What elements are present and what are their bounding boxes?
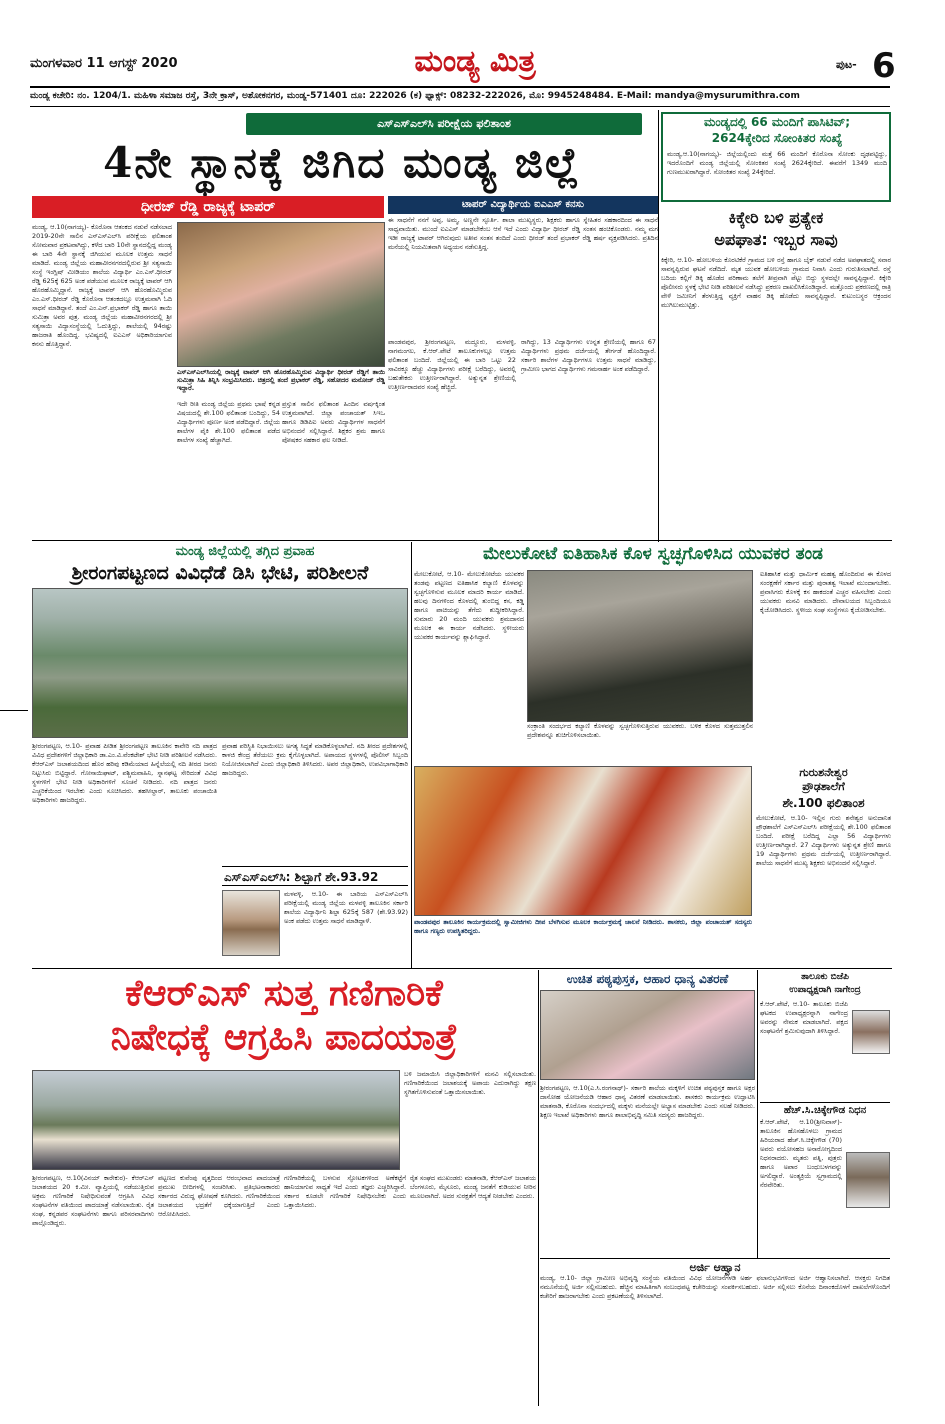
lead-article-col4: ಪಾಂಡವಪುರ, ಶ್ರೀರಂಗಪಟ್ಟಣ, ಮದ್ದೂರು, ಮಳವಳ್ಳಿ, ನಾಗಮಂಗಲ, ಕೆ.ಆರ್.ಪೇಟೆ ತಾಲೂಕುಗಳಲ್ಲೂ ಉತ್ತಮ ಫಲಿತಾಂಶ ಬಂದಿದೆ. ಜಿಲ್ಲೆಯಲ್ಲಿ ಈ ಬಾರಿ ಒಟ್ಟು 22 ಸಾವಿರಕ್ಕೂ ಹೆಚ್ಚು ವಿದ್ಯಾರ್ಥಿಗಳು ಪರೀಕ್ಷೆ ಬರೆದಿದ್ದು, ಅವರಲ್ಲಿ ಬಹುತೇಕರು ಉತ್ತೀರ್ಣರಾಗಿದ್ದಾರೆ. ಅತ್ಯುನ್ನತ ಶ್ರೇಣಿಯಲ್ಲಿ ಉತ್ತೀರ್ಣರಾದವರ ಸಂಖ್ಯೆ ಹೆಚ್ಚಿದೆ.	[388, 338, 516, 391]
column-divider	[411, 542, 412, 968]
page-number: 6	[872, 46, 896, 86]
application-notice-headline: ಅರ್ಜಿ ಆಹ್ವಾನ	[540, 1258, 890, 1275]
application-notice-article: ಮಂಡ್ಯ, ಆ.10- ಜಿಲ್ಲಾ ಗ್ರಾಮೀಣ ಅಭಿವೃದ್ಧಿ ಸಂಸ್ಥೆಯ ವತಿಯಿಂದ ವಿವಿಧ ಯೋಜನೆಗಳಡಿ ಅರ್ಹ ಫಲಾನುಭವಿಗಳಿಂದ ಅರ್ಜಿ ಆಹ್ವಾನಿಸಲಾಗಿದೆ. ಆಸಕ್ತರು ನಿಗದಿತ ನಮೂನೆಯಲ್ಲಿ ಅರ್ಜಿ ಸಲ್ಲಿಸಬಹುದು. ಹೆಚ್ಚಿನ ಮಾಹಿತಿಗಾಗಿ ಸಂಬಂಧಪಟ್ಟ ಕಚೇರಿಯನ್ನು ಸಂಪರ್ಕಿಸಬಹುದು. ಅರ್ಜಿ ಸಲ್ಲಿಸಲು ಕೊನೆಯ ದಿನಾಂಕದೊಳಗೆ ದಾಖಲೆಗಳೊಂದಿಗೆ ಕಚೇರಿಗೆ ಹಾಜರಾಗಬೇಕು ಎಂದು ಪ್ರಕಟಣೆಯಲ್ಲಿ ತಿಳಿಸಲಾಗಿದೆ.	[540, 1274, 890, 1300]
covid-headline-2: 2624ಕ್ಕೇರಿದ ಸೋಂಕಿತರ ಸಂಖ್ಯೆ	[711, 131, 843, 145]
lead-kicker: ಎಸ್‌ಎಸ್‌ಎಲ್‌ಸಿ ಪರೀಕ್ಷೆಯ ಫಲಿತಾಂಶ	[246, 113, 642, 135]
book-distribution-photo	[540, 990, 755, 1080]
lead-article-col3: ಪ್ರಸ್ತುತ ಸಾಲಿನ ಫಲಿತಾಂಶ ಹಿಂದಿನ ವರ್ಷಕ್ಕಿಂತ ಉತ್ತಮವಾಗಿದೆ. ಜಿಲ್ಲಾ ಪಂಚಾಯತ್ ಸಿಇಒ ಹಾಗೂ ಡಿಡಿಪಿಐ ಅವರು ವಿದ್ಯಾರ್ಥಿಗಳ ಸಾಧನೆಗೆ ಅಭಿನಂದನೆ ಸಲ್ಲಿಸಿದ್ದಾರೆ. ಶಿಕ್ಷಕರ ಶ್ರಮ ಹಾಗೂ ಪೋಷಕರ ಸಹಕಾರ ಫಲ ನೀಡಿದೆ.	[282, 400, 385, 444]
kalyani-pond-photo	[527, 570, 753, 722]
flood-headline: ಶ್ರೀರಂಗಪಟ್ಟಣದ ವಿವಿಧೆಡೆ ಡಿಸಿ ಭೇಟಿ, ಪರಿಶೀಲನೆ	[71, 562, 369, 584]
lead-article-col5: ರಾಗಿದ್ದು, 13 ವಿದ್ಯಾರ್ಥಿಗಳು ಉನ್ನತ ಶ್ರೇಣಿಯಲ್ಲಿ ಹಾಗೂ 67 ವಿದ್ಯಾರ್ಥಿಗಳು ಪ್ರಥಮ ದರ್ಜೆಯಲ್ಲಿ ತೇರ್ಗಡೆ ಹೊಂದಿದ್ದಾರೆ. ಸರ್ಕಾರಿ ಶಾಲೆಗಳ ವಿದ್ಯಾರ್ಥಿಗಳೂ ಉತ್ತಮ ಸಾಧನೆ ಮಾಡಿದ್ದು, ಗ್ರಾಮೀಣ ಭಾಗದ ವಿದ್ಯಾರ್ಥಿಗಳು ಗಮನಾರ್ಹ ಅಂಕ ಪಡೆದಿದ್ದಾರೆ.	[521, 338, 656, 373]
melukote-photo-caption: ಸಂಕ್ರಾಂತಿ ಸಂದರ್ಭದ ಕಲ್ಯಾಣಿ ಕೊಳವನ್ನು ಸ್ವಚ್ಛಗೊಳಿಸುತ್ತಿರುವ ಯುವಕರು. ಬಳಿಕ ಕೊಳದ ಸುತ್ತಮುತ್ತಲಿನ ಪ್ರದೇಶವನ್ನೂ ಶುಚಿಗೊಳಿಸಲಾಯಿತು.	[527, 722, 753, 739]
flood-kicker: ಮಂಡ್ಯ ಜಿಲ್ಲೆಯಲ್ಲಿ ತಗ್ಗಿದ ಪ್ರವಾಹ	[175, 544, 315, 559]
sslc-shilpa-article: ಮಳವಳ್ಳಿ, ಆ.10- ಈ ಬಾರಿಯ ಎಸ್‌ಎಸ್‌ಎಲ್‌ಸಿ ಪರೀಕ್ಷೆಯಲ್ಲಿ ಮಂಡ್ಯ ಜಿಲ್ಲೆಯ ಮಳವಳ್ಳಿ ತಾಲೂಕಿನ ಸರ್ಕಾರಿ ಶಾಲೆಯ ವಿದ್ಯಾರ್ಥಿನಿ ಶಿಲ್ಪಾ 625ಕ್ಕೆ 587 (ಶೇ.93.92) ಅಂಕ ಪಡೆದು ಉತ್ತಮ ಸಾಧನೆ ಮಾಡಿದ್ದಾಳೆ.	[284, 890, 408, 925]
masthead-rule	[30, 86, 890, 88]
covid-headline-1: ಮಂಡ್ಯದಲ್ಲಿ 66 ಮಂದಿಗೆ ಪಾಸಿಟಿವ್;	[703, 115, 851, 129]
masthead-rule-bottom	[30, 106, 890, 107]
melukote-article-col2: ಐತಿಹಾಸಿಕ ಮತ್ತು ಧಾರ್ಮಿಕ ಮಹತ್ವ ಹೊಂದಿರುವ ಈ ಕೊಳದ ಸಂರಕ್ಷಣೆಗೆ ಸರ್ಕಾರ ಮತ್ತು ಪುರಾತತ್ವ ಇಲಾಖೆ ಮುಂದಾಗಬೇಕು. ಪ್ರವಾಸಿಗರು ಕೊಳಕ್ಕೆ ಕಸ ಹಾಕದಂತೆ ಎಚ್ಚರ ವಹಿಸಬೇಕು ಎಂದು ಯುವಕರು ಮನವಿ ಮಾಡಿದರು. ದೇವಾಲಯದ ಸಿಬ್ಬಂದಿಯೂ ಕೈಜೋಡಿಸಿದರು. ಸ್ಥಳೀಯ ಸಂಘ ಸಂಸ್ಥೆಗಳೂ ಕೈಜೋಡಿಸಬೇಕು.	[760, 570, 891, 614]
event-photo-caption: ಪಾಂಡವಪುರ ತಾಲೂಕಿನ ಕಾರ್ಯಕ್ರಮದಲ್ಲಿ ಸ್ವಾಮೀಜಿಗಳು ದೀಪ ಬೆಳಗಿಸುವ ಮೂಲಕ ಕಾರ್ಯಕ್ರಮಕ್ಕೆ ಚಾಲನೆ ನೀಡಿದರು. ಶಾಸಕರು, ಜಿಲ್ಲಾ ಪಂಚಾಯತ್ ಸದಸ್ಯರು ಹಾಗೂ ಗಣ್ಯರು ಉಪಸ್ಥಿತರಿದ್ದರು.	[414, 918, 752, 935]
topper-photo-caption: ಎಸ್‌ಎಸ್‌ಎಲ್‌ಸಿಯಲ್ಲಿ ರಾಜ್ಯಕ್ಕೆ ಟಾಪರ್ ಆಗಿ ಹೊರಹೊಮ್ಮಿರುವ ವಿದ್ಯಾರ್ಥಿ ಧೀರಜ್ ರೆಡ್ಡಿಗೆ ತಾಯಿ ಸುಮಿತ್ರಾ ಸಿಹಿ ತಿನ್ನಿಸಿ ಸಂಭ್ರಮಿಸಿದರು. ಚಿತ್ರದಲ್ಲಿ ತಂದೆ ಪ್ರಭಾಕರ್ ರೆಡ್ಡಿ, ಸಹೋದರ ಮನೋಜ್ ರೆಡ್ಡಿ ಇದ್ದಾರೆ.	[177, 368, 385, 392]
lead-article-col2: ಇದೇ ರೀತಿ ಮಂಡ್ಯ ಜಿಲ್ಲೆಯ ಪ್ರಥಮ ಭಾಷೆ ಕನ್ನಡ ವಿಷಯದಲ್ಲಿ ಶೇ.100 ಫಲಿತಾಂಶ ಬಂದಿದ್ದು, 54 ವಿದ್ಯಾರ್ಥಿಗಳು ಪೂರ್ಣ ಅಂಕ ಪಡೆದಿದ್ದಾರೆ. ಜಿಲ್ಲೆಯ ಶಾಲೆಗಳ ಪೈಕಿ ಶೇ.100 ಫಲಿತಾಂಶ ಪಡೆದ ಶಾಲೆಗಳ ಸಂಖ್ಯೆ ಹೆಚ್ಚಾಗಿದೆ.	[177, 400, 280, 444]
sslc-shilpa-headline: ಎಸ್‌ಎಸ್‌ಎಲ್‌ಸಿ: ಶಿಲ್ಪಾಗೆ ಶೇ.93.92	[222, 866, 408, 886]
column-divider	[658, 110, 659, 542]
margin-crop-mark	[0, 710, 28, 711]
office-address: ಮಂಡ್ಯ ಕಚೇರಿ: ನಂ. 1204/1. ಮಹಿಳಾ ಸಮಾಜ ರಸ್ತೆ, 3ನೇ ಕ್ರಾಸ್, ಅಶೋಕನಗರ, ಮಂಡ್ಯ-571401 ದೂ: 222026 (ಕ) ಫ್ಯಾಕ್ಸ್: 08232-222026, ಮೊ: 9945248484. E-Mail: mandya@mysurumithra.com	[30, 91, 800, 101]
covid-article: ಮಂಡ್ಯ,ಆ.10(ನಾಗಯ್ಯ)- ಜಿಲ್ಲೆಯಲ್ಲಿಂದು ಮತ್ತೆ 66 ಮಂದಿಗೆ ಕೊರೊನಾ ಸೋಂಕು ದೃಢಪಟ್ಟಿದ್ದು, ಇದರೊಂದಿಗೆ ಮಂಡ್ಯ ಜಿಲ್ಲೆಯಲ್ಲಿ ಸೋಂಕಿತರ ಸಂಖ್ಯೆ 2624ಕ್ಕೇರಿದೆ. ಈವರೆಗೆ 1349 ಮಂದಿ ಗುಣಮುಖರಾಗಿದ್ದಾರೆ. ಸೋಂಕಿತರ ಸಂಖ್ಯೆ 24ಕ್ಕೇರಿದೆ.	[667, 150, 887, 176]
padayatre-protest-photo	[32, 1070, 400, 1170]
lead-headline: 4ನೇ ಸ್ಥಾನಕ್ಕೆ ಜಿಗಿದ ಮಂಡ್ಯ ಜಿಲ್ಲೆ	[103, 138, 581, 187]
bjp-headline-1: ತಾಲೂಕು ಬಿಜೆಪಿ	[801, 972, 849, 982]
obituary-headline: ಹೆಚ್.ಸಿ.ಚಿಕ್ಕೇಗೌಡ ನಿಧನ	[760, 1102, 890, 1116]
section-divider	[32, 540, 892, 541]
page-label: ಪುಟ-	[836, 58, 857, 71]
krs-headline-1: ಕೆಆರ್‌ಎಸ್ ಸುತ್ತ ಗಣಿಗಾರಿಕೆ	[125, 972, 443, 1014]
section-divider	[32, 968, 892, 969]
krs-article-side: ಬಳಿ ಜಮಾಯಿಸಿ ಜಿಲ್ಲಾಧಿಕಾರಿಗಳಿಗೆ ಮನವಿ ಸಲ್ಲಿಸಲಾಯಿತು. ಗಣಿಗಾರಿಕೆಯಿಂದ ಜಲಾಶಯಕ್ಕೆ ಅಪಾಯ ಎದುರಾಗಿದ್ದು ತಕ್ಷಣ ಸ್ಥಗಿತಗೊಳಿಸುವಂತೆ ಒತ್ತಾಯಿಸಲಾಯಿತು.	[404, 1070, 536, 1096]
bjp-article: ಕೆ.ಆರ್.ಪೇಟೆ, ಆ.10- ತಾಲೂಕು ಬಿಜೆಪಿ ಘಟಕದ ಉಪಾಧ್ಯಕ್ಷರನ್ನಾಗಿ ನಾಗೇಂದ್ರ ಅವರನ್ನು ನೇಮಕ ಮಾಡಲಾಗಿದೆ. ಪಕ್ಷದ ಸಂಘಟನೆಗೆ ಶ್ರಮಿಸುವುದಾಗಿ ತಿಳಿಸಿದ್ದಾರೆ.	[760, 1000, 848, 1035]
melukote-headline: ಮೇಲುಕೋಟೆ ಐತಿಹಾಸಿಕ ಕೊಳ ಸ್ವಚ್ಛಗೊಳಿಸಿದ ಯುವಕರ ತಂಡ	[482, 544, 824, 564]
flood-article-col2: ಪ್ರವಾಹ ಪರಿಸ್ಥಿತಿ ನಿಭಾಯಿಸಲು ಅಗತ್ಯ ಸಿದ್ಧತೆ ಮಾಡಿಕೊಳ್ಳಲಾಗಿದೆ. ನದಿ ತೀರದ ಪ್ರದೇಶಗಳಲ್ಲಿ ಕಾಳಜಿ ಕೇಂದ್ರ ತೆರೆಯಲು ಕ್ರಮ ಕೈಗೊಳ್ಳಲಾಗಿದೆ. ಅಪಾಯದ ಸ್ಥಳಗಳಲ್ಲಿ ಪೊಲೀಸ್ ಸಿಬ್ಬಂದಿ ನಿಯೋಜಿಸಲಾಗಿದೆ ಎಂದು ಜಿಲ್ಲಾಧಿಕಾರಿ ತಿಳಿಸಿದರು. ಅಪರ ಜಿಲ್ಲಾಧಿಕಾರಿ, ಉಪವಿಭಾಗಾಧಿಕಾರಿ ಹಾಜರಿದ್ದರು.	[222, 742, 408, 777]
topper-family-photo	[177, 222, 385, 367]
lamp-lighting-event-photo	[414, 766, 752, 916]
kikkeri-headline-1: ಕಿಕ್ಕೇರಿ ಬಳಿ ಪ್ರತ್ಯೇಕ	[728, 208, 824, 227]
krs-article-col2: ಪಟ್ಟಣದ ಕುವೆಂಪು ವೃತ್ತದಿಂದ ಆರಂಭವಾದ ಪಾದಯಾತ್ರೆ ಪ್ರಮುಖ ಬೀದಿಗಳಲ್ಲಿ ಸಂಚರಿಸಿತು. ಪ್ರತಿಭಟನಾಕಾರರು ಸರ್ಕಾರದ ವಿರುದ್ಧ ಘೋಷಣೆ ಕೂಗಿದರು. ಗಣಿಗಾರಿಕೆಯಿಂದ ಜಲಾಶಯದ ಭದ್ರತೆಗೆ ಧಕ್ಕೆಯಾಗುತ್ತಿದೆ ಎಂದು ಆರೋಪಿಸಿದರು.	[158, 1174, 280, 1218]
student-portrait-photo	[222, 890, 280, 956]
kikkeri-headline-2: ಅಪಘಾತ: ಇಬ್ಬರ ಸಾವು	[714, 230, 838, 249]
bjp-headline-2: ಉಪಾಧ್ಯಕ್ಷರಾಗಿ ನಾಗೇಂದ್ರ	[789, 985, 861, 995]
topper-subheading: ಧೀರಜ್ ರೆಡ್ಡಿ ರಾಜ್ಯಕ್ಕೆ ಟಾಪರ್	[32, 196, 384, 218]
issue-date: ಮಂಗಳವಾರ 11 ಆಗಸ್ಟ್ 2020	[30, 56, 178, 71]
krs-article-col3: ಗಣಿಗಾರಿಕೆಯಲ್ಲಿ ಬಳಸುವ ಸ್ಫೋಟಕಗಳಿಂದ ಅಣೆಕಟ್ಟೆಗೆ ಹಾನಿಯಾಗುವ ಸಾಧ್ಯತೆ ಇದೆ ಎಂದು ತಜ್ಞರು ಎಚ್ಚರಿಸಿದ್ದಾರೆ. ಸರ್ಕಾರ ಕೂಡಲೇ ಗಣಿಗಾರಿಕೆ ನಿಷೇಧಿಸಬೇಕು ಎಂದು ಒತ್ತಾಯಿಸಿದರು.	[284, 1174, 406, 1209]
kikkeri-article: ಕಿಕ್ಕೇರಿ, ಆ.10- ಹೋಬಳಿಯ ಕೊರಟಿಕೆರೆ ಗ್ರಾಮದ ಬಳಿ ರಸ್ತೆ ಹಾಗೂ ಬೈಕ್ ನಡುವೆ ನಡೆದ ಅಪಘಾತದಲ್ಲಿ ಸವಾರ ಸಾವನ್ನಪ್ಪಿರುವ ಘಟನೆ ನಡೆದಿದೆ. ಮೃತ ಯುವಕ ಹೋಬಳಿಯ ಗ್ರಾಮದ ನಿವಾಸಿ ಎಂದು ಗುರುತಿಸಲಾಗಿದೆ. ರಸ್ತೆ ಬದಿಯ ಕಲ್ಲಿಗೆ ಡಿಕ್ಕಿ ಹೊಡೆದ ಪರಿಣಾಮ ತಲೆಗೆ ತೀವ್ರವಾಗಿ ಪೆಟ್ಟು ಬಿದ್ದು ಸ್ಥಳದಲ್ಲೇ ಸಾವನ್ನಪ್ಪಿದ್ದಾನೆ. ಕಿಕ್ಕೇರಿ ಪೊಲೀಸರು ಸ್ಥಳಕ್ಕೆ ಭೇಟಿ ನೀಡಿ ಪರಿಶೀಲನೆ ನಡೆಸಿದ್ದು ಪ್ರಕರಣ ದಾಖಲಿಸಿಕೊಂಡಿದ್ದಾರೆ. ಮತ್ತೊಂದು ಪ್ರಕರಣದಲ್ಲಿ ರಾತ್ರಿ ವೇಳೆ ಜಮೀನಿಗೆ ತೆರಳುತ್ತಿದ್ದ ವ್ಯಕ್ತಿಗೆ ವಾಹನ ಡಿಕ್ಕಿ ಹೊಡೆದು ಸಾವನ್ನಪ್ಪಿದ್ದಾರೆ. ಕುಟುಂಬಸ್ಥರ ಆಕ್ರಂದನ ಮುಗಿಲುಮುಟ್ಟಿತ್ತು.	[661, 256, 891, 309]
free-books-article: ಶ್ರೀರಂಗಪಟ್ಟಣ, ಆ.10(ಎ.ಸಿ.ರಂಗನಾಥ್)- ಸರ್ಕಾರಿ ಶಾಲೆಯ ಮಕ್ಕಳಿಗೆ ಉಚಿತ ಪಠ್ಯಪುಸ್ತಕ ಹಾಗೂ ಅಕ್ಷರ ದಾಸೋಹ ಯೋಜನೆಯಡಿ ಆಹಾರ ಧಾನ್ಯ ವಿತರಣೆ ಮಾಡಲಾಯಿತು. ಶಾಸಕರು ಕಾರ್ಯಕ್ರಮ ಉದ್ಘಾಟಿಸಿ ಮಾತನಾಡಿ, ಕೊರೊನಾ ಸಂದರ್ಭದಲ್ಲಿ ಮಕ್ಕಳು ಮನೆಯಲ್ಲೇ ಅಭ್ಯಾಸ ಮಾಡಬೇಕು ಎಂದು ಸಲಹೆ ನೀಡಿದರು. ಶಿಕ್ಷಣ ಇಲಾಖೆ ಅಧಿಕಾರಿಗಳು ಹಾಗೂ ಶಾಲಾಭಿವೃದ್ಧಿ ಸಮಿತಿ ಸದಸ್ಯರು ಹಾಜರಿದ್ದರು.	[540, 1084, 755, 1119]
krs-article-col4: ರೈತ ಸಂಘದ ಮುಖಂಡರು ಮಾತನಾಡಿ, ಕೆಆರ್‌ಎಸ್ ಜಲಾಶಯ ಬೆಂಗಳೂರು, ಮೈಸೂರು, ಮಂಡ್ಯ ಜನತೆಗೆ ಕುಡಿಯುವ ನೀರಿನ ಮೂಲವಾಗಿದೆ. ಅದರ ಸುರಕ್ಷತೆಗೆ ಆದ್ಯತೆ ನೀಡಬೇಕು ಎಂದರು.	[410, 1174, 536, 1200]
lead-article-col1: ಮಂಡ್ಯ, ಆ.10(ನಾಗಯ್ಯ)- ಕೊರೊನಾ ಆತಂಕದ ನಡುವೆ ನಡೆಸಲಾದ 2019-20ನೇ ಸಾಲಿನ ಎಸ್‌ಎಸ್‌ಎಲ್‌ಸಿ ಪರೀಕ್ಷೆಯ ಫಲಿತಾಂಶ ಸೋಮವಾರ ಪ್ರಕಟವಾಗಿದ್ದು, ಕಳೆದ ಬಾರಿ 10ನೇ ಸ್ಥಾನದಲ್ಲಿದ್ದ ಮಂಡ್ಯ ಈ ಬಾರಿ 4ನೇ ಸ್ಥಾನಕ್ಕೆ ಜಿಗಿಯುವ ಮೂಲಕ ಉತ್ತಮ ಸಾಧನೆ ಮಾಡಿದೆ. ಮಂಡ್ಯ ಜಿಲ್ಲೆಯ ಮಹಾವೀರನಗರದಲ್ಲಿರುವ ಶ್ರೀ ಸತ್ಯಸಾಯಿ ಸಂಸ್ಥೆ ಇಂಗ್ಲಿಷ್ ಮೀಡಿಯಂ ಶಾಲೆಯ ವಿದ್ಯಾರ್ಥಿ ಎಂ.ಎಸ್.ಧೀರಜ್ ರೆಡ್ಡಿ 625ಕ್ಕೆ 625 ಅಂಕ ಪಡೆಯುವ ಮೂಲಕ ರಾಜ್ಯಕ್ಕೆ ಟಾಪರ್ ಆಗಿ ಹೊರಹೊಮ್ಮಿದ್ದಾನೆ. ರಾಜ್ಯಕ್ಕೆ ಟಾಪರ್ ಆಗಿ ಹೊರಹೊಮ್ಮಿರುವ ಎಂ.ಎಸ್.ಧೀರಜ್ ರೆಡ್ಡಿ ಕೊರೊನಾ ಆತಂಕದಲ್ಲೂ ಉತ್ತಮವಾಗಿ ಓದಿ ಸಾಧನೆ ಮಾಡಿದ್ದಾನೆ. ತಂದೆ ಎಂ.ಎನ್.ಪ್ರಭಾಕರ್ ರೆಡ್ಡಿ ಹಾಗೂ ತಾಯಿ ಸುಮಿತ್ರಾ ಅವರ ಪುತ್ರ. ಮಂಡ್ಯ ಜಿಲ್ಲೆಯ ಮಹಾವೀರನಗರದಲ್ಲಿ ಶ್ರೀ ಸತ್ಯಸಾಯಿ ವಿದ್ಯಾಸಂಸ್ಥೆಯಲ್ಲಿ ಓದುತ್ತಿದ್ದು, ಶಾಲೆಯಲ್ಲಿ 94ರಷ್ಟು ಹಾಜರಾತಿ ಹೊಂದಿದ್ದ. ಭವಿಷ್ಯದಲ್ಲಿ ಐಎಎಸ್ ಅಧಿಕಾರಿಯಾಗುವ ಕನಸು ಹೊತ್ತಿದ್ದಾನೆ.	[32, 223, 172, 348]
ias-article: ಈ ಸಾಧನೆಗೆ ನನಗೆ ಅಪ್ಪ, ಅಮ್ಮ, ಅಣ್ಣನೇ ಸ್ಫೂರ್ತಿ. ಶಾಲಾ ಮುಖ್ಯಸ್ಥರು, ಶಿಕ್ಷಕರು ಹಾಗೂ ಸ್ನೇಹಿತರ ಸಹಕಾರದಿಂದ ಈ ಸಾಧನೆ ಸಾಧ್ಯವಾಯಿತು. ಮುಂದೆ ಐಎಎಸ್ ಮಾಡಬೇಕೆಂಬ ಆಸೆ ಇದೆ ಎಂದು ವಿದ್ಯಾರ್ಥಿ ಧೀರಜ್ ರೆಡ್ಡಿ ಸಂತಸ ಹಂಚಿಕೊಂಡರು. ನಮ್ಮ ಮಗ ಇಡೀ ರಾಜ್ಯಕ್ಕೆ ಟಾಪರ್ ಆಗಿರುವುದು ಅತೀವ ಸಂತಸ ತಂದಿದೆ ಎಂದು ಧೀರಜ್ ತಂದೆ ಪ್ರಭಾಕರ್ ರೆಡ್ಡಿ ಹರ್ಷ ವ್ಯಕ್ತಪಡಿಸಿದರು. ಪ್ರತಿದಿನ ಮನೆಯಲ್ಲಿ ನಿಯಮಿತವಾಗಿ ಅಧ್ಯಯನ ನಡೆಸುತ್ತಿದ್ದ.	[388, 216, 658, 251]
flood-article-col1: ಶ್ರೀರಂಗಪಟ್ಟಣ, ಆ.10- ಪ್ರವಾಹ ಪೀಡಿತ ಶ್ರೀರಂಗಪಟ್ಟಣ ತಾಲೂಕಿನ ಕಾವೇರಿ ನದಿ ಪಾತ್ರದ ವಿವಿಧ ಪ್ರದೇಶಗಳಿಗೆ ಜಿಲ್ಲಾಧಿಕಾರಿ ಡಾ.ಎಂ.ವಿ.ವೆಂಕಟೇಶ್ ಭೇಟಿ ನೀಡಿ ಪರಿಶೀಲನೆ ನಡೆಸಿದರು. ಕೆಆರ್‌ಎಸ್ ಜಲಾಶಯದಿಂದ ಹೊರ ಹರಿವು ಕಡಿಮೆಯಾದ ಹಿನ್ನೆಲೆಯಲ್ಲಿ ನದಿ ತೀರದ ಜನರು ನಿಟ್ಟುಸಿರು ಬಿಟ್ಟಿದ್ದಾರೆ. ಗೋಸಾಯಿಘಾಟ್, ಪಶ್ಚಿಮವಾಹಿನಿ, ಸ್ನಾನಘಟ್ಟ ಸೇರಿದಂತೆ ವಿವಿಧ ಸ್ಥಳಗಳಿಗೆ ಭೇಟಿ ನೀಡಿ ಅಧಿಕಾರಿಗಳಿಗೆ ಸೂಚನೆ ನೀಡಿದರು. ನದಿ ಪಾತ್ರದ ಜನರು ಎಚ್ಚರಿಕೆಯಿಂದ ಇರಬೇಕು ಎಂದು ಸೂಚಿಸಿದರು. ತಹಸೀಲ್ದಾರ್, ತಾಲೂಕು ಪಂಚಾಯಿತಿ ಅಧಿಕಾರಿಗಳು ಹಾಜರಿದ್ದರು.	[32, 742, 217, 804]
school-result-headline-1: ಗುರುಶನೇಶ್ವರ	[799, 766, 848, 779]
krs-headline-2: ನಿಷೇಧಕ್ಕೆ ಆಗ್ರಹಿಸಿ ಪಾದಯಾತ್ರೆ	[110, 1016, 458, 1058]
flood-river-photo	[32, 588, 408, 738]
melukote-article-col1: ಮೇಲುಕೋಟೆ, ಆ.10- ಮೇಲುಕೋಟೆಯ ಯುವಕರ ತಂಡವು ಪಟ್ಟಣದ ಐತಿಹಾಸಿಕ ಕಲ್ಯಾಣಿ ಕೊಳವನ್ನು ಸ್ವಚ್ಛಗೊಳಿಸುವ ಮೂಲಕ ಮಾದರಿ ಕಾರ್ಯ ಮಾಡಿದೆ. ಹಲವು ದಿನಗಳಿಂದ ಕೊಳದಲ್ಲಿ ತುಂಬಿದ್ದ ಕಸ, ಕಡ್ಡಿ ಹಾಗೂ ಪಾಚಿಯನ್ನು ತೆಗೆದು ಶುದ್ಧೀಕರಿಸಿದ್ದಾರೆ. ಸುಮಾರು 20 ಮಂದಿ ಯುವಕರು ಶ್ರಮದಾನದ ಮೂಲಕ ಈ ಕಾರ್ಯ ನಡೆಸಿದರು. ಸ್ಥಳೀಯರು ಯುವಕರ ಕಾರ್ಯವನ್ನು ಶ್ಲಾಘಿಸಿದ್ದಾರೆ.	[414, 570, 524, 641]
free-books-headline: ಉಚಿತ ಪಠ್ಯಪುಸ್ತಕ, ಆಹಾರ ಧಾನ್ಯ ವಿತರಣೆ	[566, 972, 729, 986]
obituary-article: ಕೆ.ಆರ್.ಪೇಟೆ, ಆ.10(ಶ್ರೀನಿವಾಸ್)- ತಾಲೂಕಿನ ಹೊಸಹೊಳಲು ಗ್ರಾಮದ ಹಿರಿಯರಾದ ಹೆಚ್.ಸಿ.ಚಿಕ್ಕೇಗೌಡ (70) ಅವರು ವಯೋಸಹಜ ಅನಾರೋಗ್ಯದಿಂದ ನಿಧನರಾದರು. ಮೃತರು ಪತ್ನಿ, ಪುತ್ರರು ಹಾಗೂ ಅಪಾರ ಬಂಧುಬಳಗವನ್ನು ಅಗಲಿದ್ದಾರೆ. ಅಂತ್ಯಕ್ರಿಯೆ ಸ್ವಗ್ರಾಮದಲ್ಲಿ ನೆರವೇರಿತು.	[760, 1118, 842, 1189]
school-result-headline-2: ಪ್ರೌಢಶಾಲೆಗೆ	[802, 780, 845, 793]
school-result-headline-3: ಶೇ.100 ಫಲಿತಾಂಶ	[782, 796, 865, 810]
school-result-article: ಮೇಲುಕೋಟೆ, ಆ.10- ಇಲ್ಲಿನ ಗುರು ಶನೇಶ್ವರ ಅನುದಾನಿತ ಪ್ರೌಢಶಾಲೆಗೆ ಎಸ್‌ಎಸ್‌ಎಲ್‌ಸಿ ಪರೀಕ್ಷೆಯಲ್ಲಿ ಶೇ.100 ಫಲಿತಾಂಶ ಬಂದಿದೆ. ಪರೀಕ್ಷೆ ಬರೆದಿದ್ದ ಎಲ್ಲಾ 56 ವಿದ್ಯಾರ್ಥಿಗಳು ಉತ್ತೀರ್ಣರಾಗಿದ್ದಾರೆ. 27 ವಿದ್ಯಾರ್ಥಿಗಳು ಅತ್ಯುನ್ನತ ಶ್ರೇಣಿ ಹಾಗೂ 19 ವಿದ್ಯಾರ್ಥಿಗಳು ಪ್ರಥಮ ದರ್ಜೆಯಲ್ಲಿ ಉತ್ತೀರ್ಣರಾಗಿದ್ದಾರೆ. ಶಾಲೆಯ ಸಾಧನೆಗೆ ಮುಖ್ಯ ಶಿಕ್ಷಕರು ಅಭಿನಂದನೆ ಸಲ್ಲಿಸಿದ್ದಾರೆ.	[756, 814, 891, 867]
column-divider	[538, 970, 539, 1406]
office-bearer-portrait	[852, 1010, 890, 1054]
newspaper-title: ಮಂಡ್ಯ ಮಿತ್ರ	[414, 44, 536, 79]
ias-subheading: ಟಾಪರ್ ವಿದ್ಯಾರ್ಥಿಯ ಐಎಎಸ್ ಕನಸು	[388, 196, 658, 214]
krs-article-col1: ಶ್ರೀರಂಗಪಟ್ಟಣ, ಆ.10(ವಿನಯ್ ಕಾರೇಕುರ)- ಕೆಆರ್‌ಎಸ್ ಜಲಾಶಯದ 20 ಕಿ.ಮೀ. ವ್ಯಾಪ್ತಿಯಲ್ಲಿ ನಡೆಯುತ್ತಿರುವ ಅಕ್ರಮ ಗಣಿಗಾರಿಕೆ ನಿಷೇಧಿಸುವಂತೆ ಆಗ್ರಹಿಸಿ ವಿವಿಧ ಸಂಘಟನೆಗಳ ವತಿಯಿಂದ ಪಾದಯಾತ್ರೆ ನಡೆಸಲಾಯಿತು. ರೈತ ಸಂಘ, ಕನ್ನಡಪರ ಸಂಘಟನೆಗಳು ಹಾಗೂ ಪರಿಸರವಾದಿಗಳು ಪಾಲ್ಗೊಂಡಿದ್ದರು.	[32, 1174, 154, 1227]
deceased-portrait	[846, 1152, 890, 1208]
column-divider	[757, 970, 758, 1258]
